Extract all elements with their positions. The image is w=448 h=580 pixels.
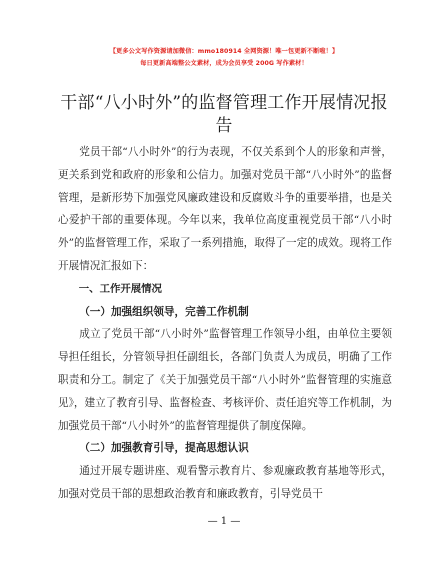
subsection-heading-2: （二）加强教育引导，提高思想认识 [79,442,249,455]
promo-banner-line-1: 【更多公文写作资源请加微信：mmo180914 全网资源！唯一包更新不断啦！】 [109,48,339,55]
intro-paragraph: 党员干部“八小时外”的行为表现，不仅关系到个人的形象和声誉，更关系到党和政府的形象和公信力。加强对党员干部“八小时外”的监督管理，是新形势下加强党风廉政建设和反腐败斗争的重要举措，也是关心爱护干部的重要体现。今年以来，我单位高度重视党员干部“八小时外”的监督管理工作，采取了一系列措施，取得了一定的成效。现将工作开展情况汇报如下： [58,146,392,272]
section-heading-1: 一、工作开展情况 [78,282,162,295]
subsection-paragraph-1: 成立了党员干部“八小时外”监督管理工作领导小组，由单位主要领导担任组长，分管领导担任副组长，各部门负责人为成员，明确了工作职责和分工。制定了《关于加强党员干部“八小时外”监督管理的实施意见》，建立了教育引导、监督检查、考核评价、责任追究等工作机制，为加强党员干部“八小时外”的监督管理提供了制度保障。 [58,328,392,432]
document-title: 干部“八小时外”的监督管理工作开展情况报告 [60,93,388,136]
subsection-paragraph-2: 通过开展专题讲座、观看警示教育片、参观廉政教育基地等形式，加强对党员干部的思想政治教育和廉政教育，引导党员干 [58,465,392,500]
subsection-heading-1: （一）加强组织领导，完善工作机制 [79,305,249,318]
document-body [58,141,392,506]
promo-banner-line-2: 每日更新高端整公文素材，成为会员享受 200G 写作素材！ [140,60,308,67]
page-number: — 1 — [207,516,241,527]
